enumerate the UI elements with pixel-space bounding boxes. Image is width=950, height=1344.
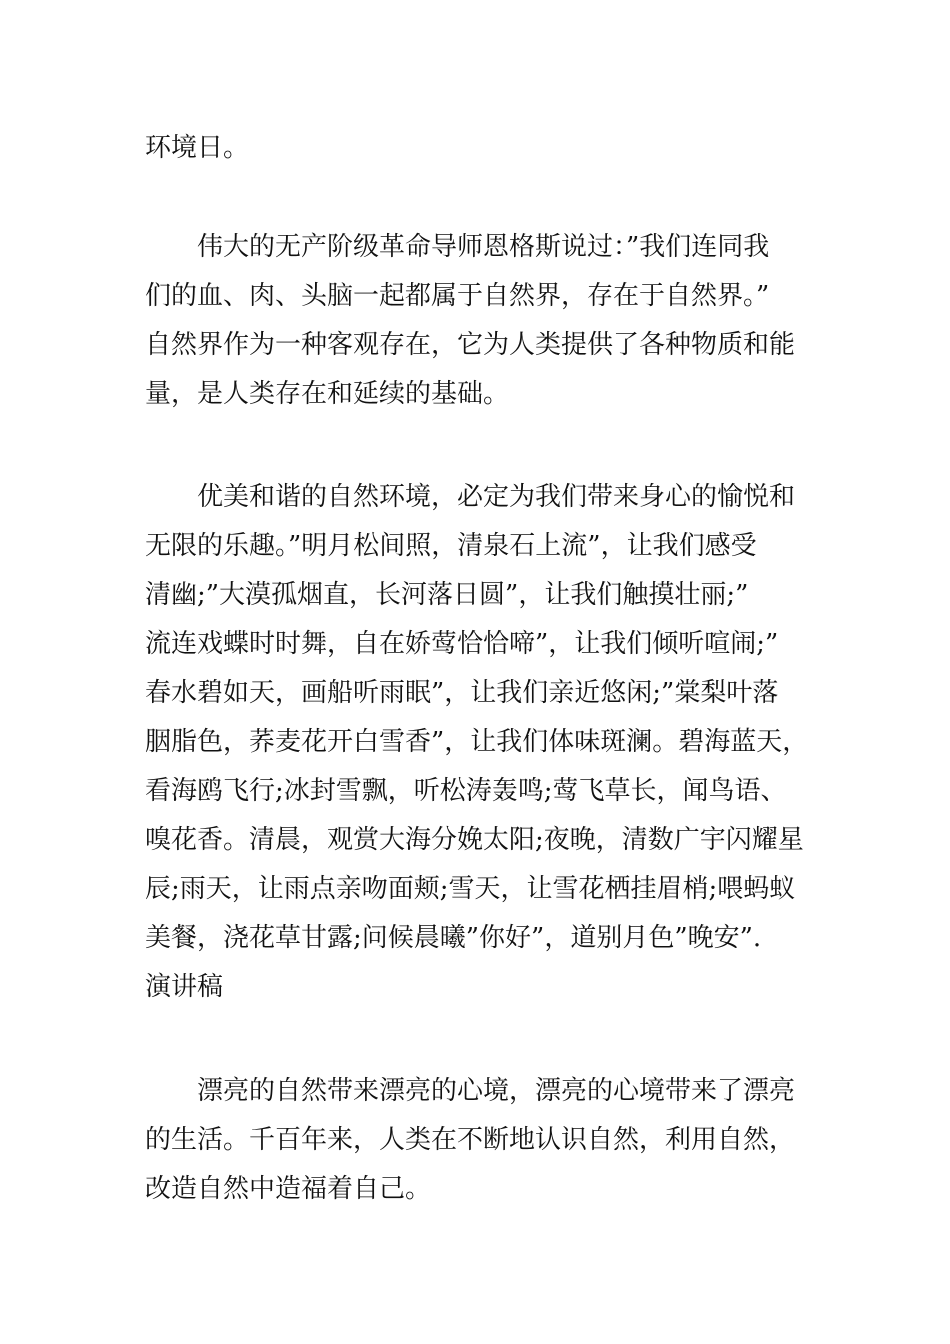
text-line: 演讲稿 — [145, 972, 224, 1002]
text-line: 春水碧如天，画船听雨眠”，让我们亲近悠闲;”棠梨叶落 — [145, 678, 779, 708]
paragraph-2 — [145, 223, 825, 419]
text-line: 嗅花香。清晨，观赏大海分娩太阳;夜晚，清数广宇闪耀星 — [145, 825, 804, 855]
text-line: 环境日。 — [145, 133, 250, 163]
text-line: 辰;雨天，让雨点亲吻面颊;雪天，让雪花栖挂眉梢;喂蚂蚁 — [145, 874, 796, 904]
text-line: 清幽;”大漠孤烟直，长河落日圆”，让我们触摸壮丽;” — [145, 580, 749, 610]
paragraph-1 — [145, 124, 825, 173]
text-line: 美餐，浇花草甘露;问候晨曦”你好”，道别月色”晚安”. — [145, 923, 762, 953]
paragraph-3 — [145, 473, 825, 1012]
text-line: 无限的乐趣。”明月松间照，清泉石上流”，让我们感受 — [145, 531, 757, 561]
text-line: 改造自然中造福着自己。 — [145, 1174, 432, 1204]
text-line: 量，是人类存在和延续的基础。 — [145, 379, 510, 409]
text-line: 胭脂色，荞麦花开白雪香”，让我们体味斑澜。碧海蓝天， — [145, 727, 809, 757]
text-line: 的生活。千百年来，人类在不断地认识自然，利用自然， — [145, 1125, 796, 1155]
paragraph-4 — [145, 1067, 825, 1214]
text-line: 伟大的无产阶级革命导师恩格斯说过：”我们连同我 — [145, 232, 770, 262]
text-line: 流连戏蝶时时舞，自在娇莺恰恰啼”，让我们倾听喧闹;” — [145, 629, 779, 659]
text-line: 们的血、肉、头脑一起都属于自然界，存在于自然界。” — [145, 281, 770, 311]
text-line: 优美和谐的自然环境，必定为我们带来身心的愉悦和 — [145, 482, 796, 512]
text-line: 漂亮的自然带来漂亮的心境，漂亮的心境带来了漂亮 — [145, 1076, 796, 1106]
text-line: 自然界作为一种客观存在，它为人类提供了各种物质和能 — [145, 330, 796, 360]
text-line: 看海鸥飞行;冰封雪飘，听松涛轰鸣;莺飞草长，闻鸟语、 — [145, 776, 787, 806]
